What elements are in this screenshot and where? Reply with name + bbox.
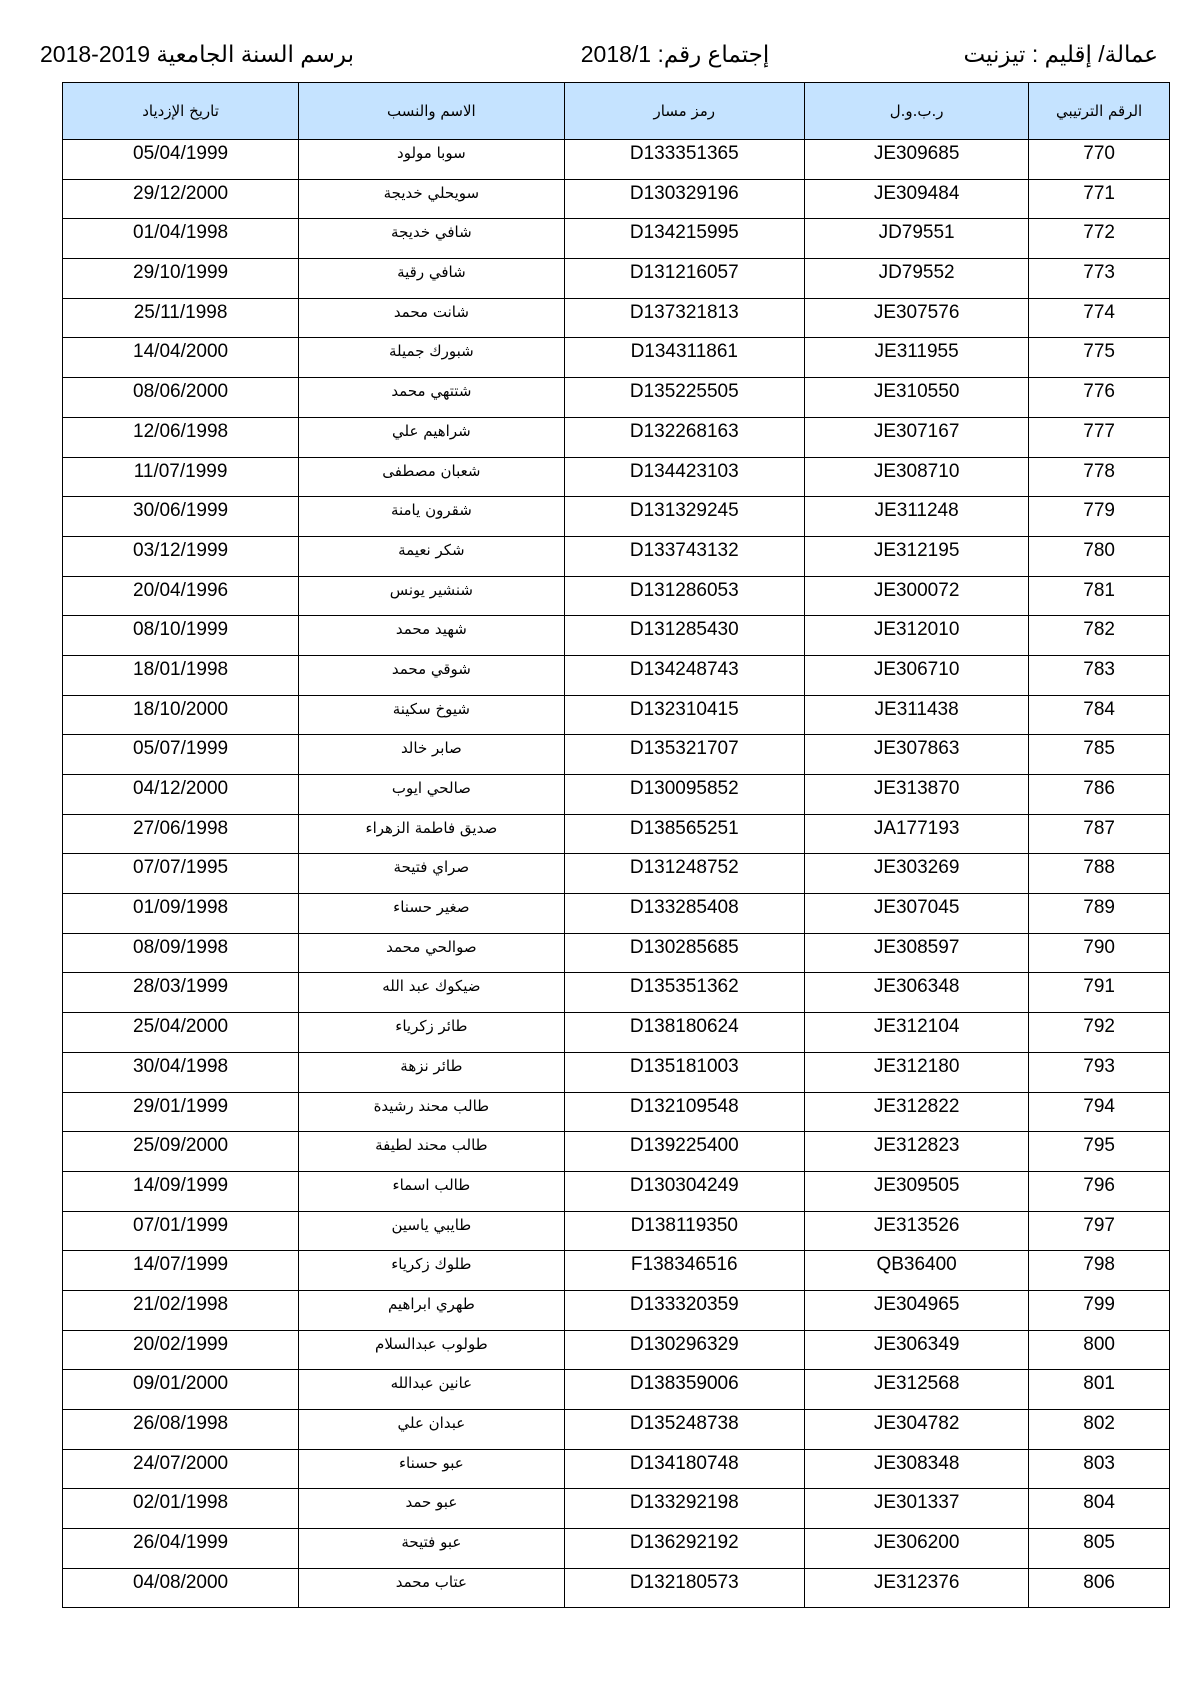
massar-cell: D138359006 (564, 1370, 804, 1410)
table-row (63, 417, 1170, 457)
name-cell: عانين عبدالله (299, 1370, 564, 1410)
table-row (63, 1370, 1170, 1410)
massar-cell: D130304249 (564, 1171, 804, 1211)
cin-cell: JD79552 (805, 259, 1029, 299)
name-cell: عبو حسناء (299, 1449, 564, 1489)
massar-cell: D131286053 (564, 576, 804, 616)
table-row (63, 1132, 1170, 1172)
massar-cell: D134180748 (564, 1449, 804, 1489)
serial-cell: 776 (1029, 378, 1170, 418)
name-cell: طائر زكرياء (299, 1013, 564, 1053)
column-header-birthdate: تاريخ الإزدياد (63, 83, 299, 140)
table-header-row (63, 83, 1170, 140)
table-row (63, 973, 1170, 1013)
table-row (63, 1052, 1170, 1092)
birthdate-cell: 18/01/1998 (63, 655, 299, 695)
cin-cell: JE312180 (805, 1052, 1029, 1092)
name-cell: طالب محند لطيفة (299, 1132, 564, 1172)
serial-cell: 794 (1029, 1092, 1170, 1132)
cin-cell: JE309685 (805, 140, 1029, 180)
birthdate-cell: 05/04/1999 (63, 140, 299, 180)
serial-cell: 806 (1029, 1568, 1170, 1608)
massar-cell: D135225505 (564, 378, 804, 418)
birthdate-cell: 20/02/1999 (63, 1330, 299, 1370)
massar-cell: D131216057 (564, 259, 804, 299)
massar-cell: D133351365 (564, 140, 804, 180)
birthdate-cell: 11/07/1999 (63, 457, 299, 497)
serial-cell: 785 (1029, 735, 1170, 775)
birthdate-cell: 14/04/2000 (63, 338, 299, 378)
cin-cell: JE304782 (805, 1410, 1029, 1450)
name-cell: شراهيم علي (299, 417, 564, 457)
cin-cell: JE307576 (805, 298, 1029, 338)
cin-cell: JE312823 (805, 1132, 1029, 1172)
serial-cell: 796 (1029, 1171, 1170, 1211)
name-cell: شكر نعيمة (299, 536, 564, 576)
name-cell: شيوخ سكينة (299, 695, 564, 735)
table-row (63, 298, 1170, 338)
serial-cell: 802 (1029, 1410, 1170, 1450)
table-row (63, 933, 1170, 973)
meeting-label-text: إجتماع رقم: (657, 41, 770, 67)
name-cell: شبورك جميلة (299, 338, 564, 378)
serial-cell: 786 (1029, 775, 1170, 815)
name-cell: صغير حسناء (299, 894, 564, 934)
name-cell: شافي رقية (299, 259, 564, 299)
cin-cell: JE306710 (805, 655, 1029, 695)
serial-cell: 798 (1029, 1251, 1170, 1291)
serial-cell: 805 (1029, 1529, 1170, 1569)
table-row (63, 695, 1170, 735)
column-header-name: الاسم والنسب (299, 83, 564, 140)
table-row (63, 1171, 1170, 1211)
serial-cell: 801 (1029, 1370, 1170, 1410)
name-cell: عبدان علي (299, 1410, 564, 1450)
birthdate-cell: 04/12/2000 (63, 775, 299, 815)
name-cell: صوالحي محمد (299, 933, 564, 973)
name-cell: سويحلي خديجة (299, 179, 564, 219)
cin-cell: JE301337 (805, 1489, 1029, 1529)
table-row (63, 1211, 1170, 1251)
massar-cell: D138565251 (564, 814, 804, 854)
serial-cell: 781 (1029, 576, 1170, 616)
massar-cell: D134215995 (564, 219, 804, 259)
birthdate-cell: 03/12/1999 (63, 536, 299, 576)
table-row (63, 735, 1170, 775)
serial-cell: 788 (1029, 854, 1170, 894)
name-cell: سوبا مولود (299, 140, 564, 180)
name-cell: شنشير يونس (299, 576, 564, 616)
massar-cell: D139225400 (564, 1132, 804, 1172)
serial-cell: 795 (1029, 1132, 1170, 1172)
name-cell: صديق فاطمة الزهراء (299, 814, 564, 854)
cin-cell: JE313870 (805, 775, 1029, 815)
serial-cell: 789 (1029, 894, 1170, 934)
cin-cell: JE304965 (805, 1290, 1029, 1330)
table-row (63, 1092, 1170, 1132)
table-row (63, 1251, 1170, 1291)
name-cell: طهري ابراهيم (299, 1290, 564, 1330)
table-row (63, 655, 1170, 695)
serial-cell: 797 (1029, 1211, 1170, 1251)
birthdate-cell: 18/10/2000 (63, 695, 299, 735)
massar-cell: D130095852 (564, 775, 804, 815)
table-row (63, 1568, 1170, 1608)
serial-cell: 791 (1029, 973, 1170, 1013)
massar-cell: D131248752 (564, 854, 804, 894)
cin-cell: JE306200 (805, 1529, 1029, 1569)
massar-cell: D135321707 (564, 735, 804, 775)
name-cell: طالب اسماء (299, 1171, 564, 1211)
table-row (63, 536, 1170, 576)
cin-cell: QB36400 (805, 1251, 1029, 1291)
cin-cell: JE312376 (805, 1568, 1029, 1608)
serial-cell: 773 (1029, 259, 1170, 299)
name-cell: طلوك زكرياء (299, 1251, 564, 1291)
name-cell: طالب محند رشيدة (299, 1092, 564, 1132)
birthdate-cell: 14/07/1999 (63, 1251, 299, 1291)
birthdate-cell: 04/08/2000 (63, 1568, 299, 1608)
birthdate-cell: 21/02/1998 (63, 1290, 299, 1330)
name-cell: شعبان مصطفى (299, 457, 564, 497)
massar-cell: D138119350 (564, 1211, 804, 1251)
birthdate-cell: 14/09/1999 (63, 1171, 299, 1211)
massar-cell: D134311861 (564, 338, 804, 378)
massar-cell: D135351362 (564, 973, 804, 1013)
name-cell: عبو حمد (299, 1489, 564, 1529)
massar-cell: D132180573 (564, 1568, 804, 1608)
name-cell: شتتهي محمد (299, 378, 564, 418)
name-cell: صابر خالد (299, 735, 564, 775)
serial-cell: 779 (1029, 497, 1170, 537)
massar-cell: D134248743 (564, 655, 804, 695)
cin-cell: JE313526 (805, 1211, 1029, 1251)
name-cell: طولوب عبدالسلام (299, 1330, 564, 1370)
table-row (63, 1449, 1170, 1489)
massar-cell: D132268163 (564, 417, 804, 457)
serial-cell: 778 (1029, 457, 1170, 497)
cin-cell: JE310550 (805, 378, 1029, 418)
massar-cell: D130296329 (564, 1330, 804, 1370)
serial-cell: 803 (1029, 1449, 1170, 1489)
serial-cell: 804 (1029, 1489, 1170, 1529)
prefecture-label: عمالة/ إقليم : تيزنيت (963, 41, 1158, 67)
table-row (63, 1330, 1170, 1370)
cin-cell: JE307167 (805, 417, 1029, 457)
massar-cell: D134423103 (564, 457, 804, 497)
massar-cell: D132109548 (564, 1092, 804, 1132)
table-row (63, 179, 1170, 219)
birthdate-cell: 29/01/1999 (63, 1092, 299, 1132)
name-cell: طايبي ياسين (299, 1211, 564, 1251)
table-row (63, 616, 1170, 656)
massar-cell: D133292198 (564, 1489, 804, 1529)
birthdate-cell: 29/12/2000 (63, 179, 299, 219)
academic-year: 2018-2019 (40, 41, 150, 67)
cin-cell: JD79551 (805, 219, 1029, 259)
name-cell: عبو فتيحة (299, 1529, 564, 1569)
serial-cell: 792 (1029, 1013, 1170, 1053)
name-cell: ضيكوك عبد الله (299, 973, 564, 1013)
serial-cell: 783 (1029, 655, 1170, 695)
massar-cell: D131329245 (564, 497, 804, 537)
name-cell: شوقي محمد (299, 655, 564, 695)
birthdate-cell: 01/04/1998 (63, 219, 299, 259)
birthdate-cell: 08/06/2000 (63, 378, 299, 418)
serial-cell: 784 (1029, 695, 1170, 735)
name-cell: شهيد محمد (299, 616, 564, 656)
cin-cell: JE303269 (805, 854, 1029, 894)
table-row (63, 457, 1170, 497)
massar-cell: D136292192 (564, 1529, 804, 1569)
birthdate-cell: 12/06/1998 (63, 417, 299, 457)
cin-cell: JE311955 (805, 338, 1029, 378)
students-table (62, 82, 1170, 1608)
name-cell: صالحي ايوب (299, 775, 564, 815)
name-cell: شانت محمد (299, 298, 564, 338)
birthdate-cell: 09/01/2000 (63, 1370, 299, 1410)
birthdate-cell: 28/03/1999 (63, 973, 299, 1013)
cin-cell: JE308597 (805, 933, 1029, 973)
column-header-massar: رمز مسار (564, 83, 804, 140)
cin-cell: JE306349 (805, 1330, 1029, 1370)
table-row (63, 259, 1170, 299)
serial-cell: 787 (1029, 814, 1170, 854)
birthdate-cell: 20/04/1996 (63, 576, 299, 616)
massar-cell: F138346516 (564, 1251, 804, 1291)
birthdate-cell: 30/06/1999 (63, 497, 299, 537)
table-row (63, 219, 1170, 259)
cin-cell: JE307045 (805, 894, 1029, 934)
massar-cell: D132310415 (564, 695, 804, 735)
meeting-number: 2018/1 (580, 41, 652, 67)
cin-cell: JA177193 (805, 814, 1029, 854)
name-cell: شقرون يامنة (299, 497, 564, 537)
table-row (63, 378, 1170, 418)
name-cell: شافي خديجة (299, 219, 564, 259)
birthdate-cell: 27/06/1998 (63, 814, 299, 854)
cin-cell: JE307863 (805, 735, 1029, 775)
serial-cell: 777 (1029, 417, 1170, 457)
cin-cell: JE308348 (805, 1449, 1029, 1489)
serial-cell: 775 (1029, 338, 1170, 378)
table-row (63, 1290, 1170, 1330)
table-row (63, 140, 1170, 180)
massar-cell: D135181003 (564, 1052, 804, 1092)
serial-cell: 799 (1029, 1290, 1170, 1330)
birthdate-cell: 26/08/1998 (63, 1410, 299, 1450)
year-label-text: برسم السنة الجامعية (156, 41, 354, 67)
birthdate-cell: 07/01/1999 (63, 1211, 299, 1251)
cin-cell: JE312104 (805, 1013, 1029, 1053)
table-row (63, 1013, 1170, 1053)
table-row (63, 1529, 1170, 1569)
table-body (63, 140, 1170, 1608)
table-row (63, 497, 1170, 537)
birthdate-cell: 08/09/1998 (63, 933, 299, 973)
cin-cell: JE309505 (805, 1171, 1029, 1211)
massar-cell: D133320359 (564, 1290, 804, 1330)
birthdate-cell: 25/04/2000 (63, 1013, 299, 1053)
cin-cell: JE309484 (805, 179, 1029, 219)
serial-cell: 772 (1029, 219, 1170, 259)
table-row (63, 576, 1170, 616)
birthdate-cell: 26/04/1999 (63, 1529, 299, 1569)
table-row (63, 1410, 1170, 1450)
massar-cell: D138180624 (564, 1013, 804, 1053)
meeting-label (560, 38, 790, 70)
cin-cell: JE312010 (805, 616, 1029, 656)
table-row (63, 775, 1170, 815)
birthdate-cell: 25/09/2000 (63, 1132, 299, 1172)
table-row (63, 854, 1170, 894)
serial-cell: 790 (1029, 933, 1170, 973)
table-row (63, 338, 1170, 378)
cin-cell: JE311438 (805, 695, 1029, 735)
serial-cell: 771 (1029, 179, 1170, 219)
massar-cell: D133285408 (564, 894, 804, 934)
birthdate-cell: 05/07/1999 (63, 735, 299, 775)
cin-cell: JE312822 (805, 1092, 1029, 1132)
birthdate-cell: 02/01/1998 (63, 1489, 299, 1529)
massar-cell: D130285685 (564, 933, 804, 973)
column-header-serial: الرقم الترتيبي (1029, 83, 1170, 140)
column-header-cin: ر.ب.و.ل (805, 83, 1029, 140)
serial-cell: 782 (1029, 616, 1170, 656)
cin-cell: JE311248 (805, 497, 1029, 537)
academic-year-label (40, 38, 354, 70)
cin-cell: JE312568 (805, 1370, 1029, 1410)
cin-cell: JE308710 (805, 457, 1029, 497)
birthdate-cell: 29/10/1999 (63, 259, 299, 299)
birthdate-cell: 07/07/1995 (63, 854, 299, 894)
cin-cell: JE306348 (805, 973, 1029, 1013)
massar-cell: D137321813 (564, 298, 804, 338)
birthdate-cell: 30/04/1998 (63, 1052, 299, 1092)
massar-cell: D135248738 (564, 1410, 804, 1450)
serial-cell: 780 (1029, 536, 1170, 576)
serial-cell: 770 (1029, 140, 1170, 180)
massar-cell: D133743132 (564, 536, 804, 576)
name-cell: طائر نزهة (299, 1052, 564, 1092)
massar-cell: D130329196 (564, 179, 804, 219)
birthdate-cell: 25/11/1998 (63, 298, 299, 338)
name-cell: عتاب محمد (299, 1568, 564, 1608)
massar-cell: D131285430 (564, 616, 804, 656)
birthdate-cell: 24/07/2000 (63, 1449, 299, 1489)
table-row (63, 894, 1170, 934)
birthdate-cell: 08/10/1999 (63, 616, 299, 656)
cin-cell: JE312195 (805, 536, 1029, 576)
serial-cell: 800 (1029, 1330, 1170, 1370)
name-cell: صراي فتيحة (299, 854, 564, 894)
serial-cell: 774 (1029, 298, 1170, 338)
birthdate-cell: 01/09/1998 (63, 894, 299, 934)
table-row (63, 814, 1170, 854)
table-row (63, 1489, 1170, 1529)
cin-cell: JE300072 (805, 576, 1029, 616)
serial-cell: 793 (1029, 1052, 1170, 1092)
